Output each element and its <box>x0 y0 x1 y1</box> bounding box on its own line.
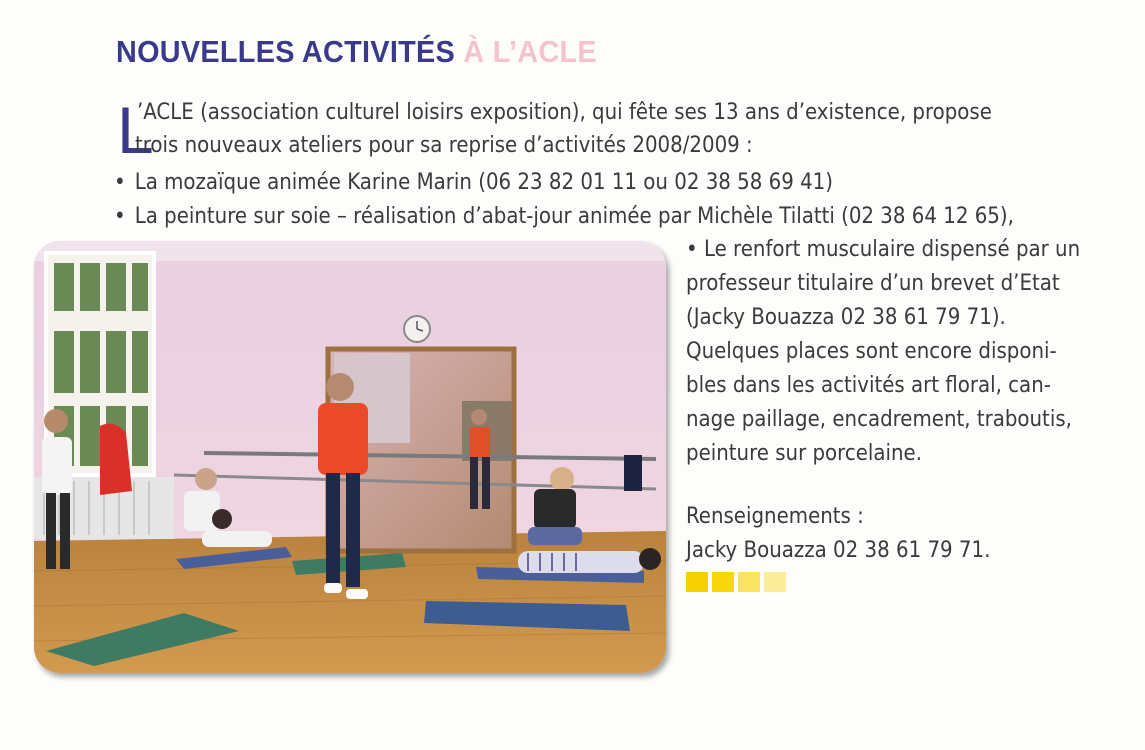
square-icon <box>738 572 760 592</box>
article-title <box>116 30 597 74</box>
right-line-2: professeur titulaire d’un brevet d’Etat <box>686 271 1060 296</box>
right-line-7: peinture sur porcelaine. <box>686 441 923 466</box>
right-line-1: • Le renfort musculaire dispensé par un <box>686 237 1081 262</box>
gym-class-photo <box>34 241 666 673</box>
square-icon <box>686 572 708 592</box>
square-icon <box>712 572 734 592</box>
right-line-5: bles dans les activités art floral, can- <box>686 373 1051 398</box>
end-squares <box>686 572 786 592</box>
right-line-3: (Jacky Bouazza 02 38 61 79 71). <box>686 305 1006 330</box>
intro-line-1: ’ACLE (association culturel loisirs exposition), qui fête ses 13 ans d’existence, propose <box>137 100 992 125</box>
title-main: NOUVELLES ACTIVITÉS <box>116 34 456 69</box>
photo-illustration <box>34 241 666 673</box>
square-icon <box>764 572 786 592</box>
bullet-mosaic <box>114 166 833 199</box>
drop-cap: L <box>117 93 154 167</box>
right-line-4: Quelques places sont encore disponi- <box>686 339 1057 364</box>
bullet-icon: • <box>114 204 126 229</box>
right-line-6: nage paillage, encadrement, traboutis, <box>686 407 1072 432</box>
bullet-text: La mozaïque animée Karine Marin (06 23 82 01 11 ou 02 38 58 69 41) <box>134 170 833 195</box>
info-label: Renseignements : <box>686 504 864 529</box>
bullet-text: La peinture sur soie – réalisation d’abat-jour animée par Michèle Tilatti (02 38 64 12 65), <box>134 204 1014 229</box>
bullet-icon: • <box>114 170 126 195</box>
intro-line-2: trois nouveaux ateliers pour sa reprise d’activités 2008/2009 : <box>135 133 753 158</box>
title-accent: À L’ACLE <box>455 34 597 69</box>
bullet-silk-painting <box>114 200 1014 233</box>
info-contact: Jacky Bouazza 02 38 61 79 71. <box>686 538 991 563</box>
